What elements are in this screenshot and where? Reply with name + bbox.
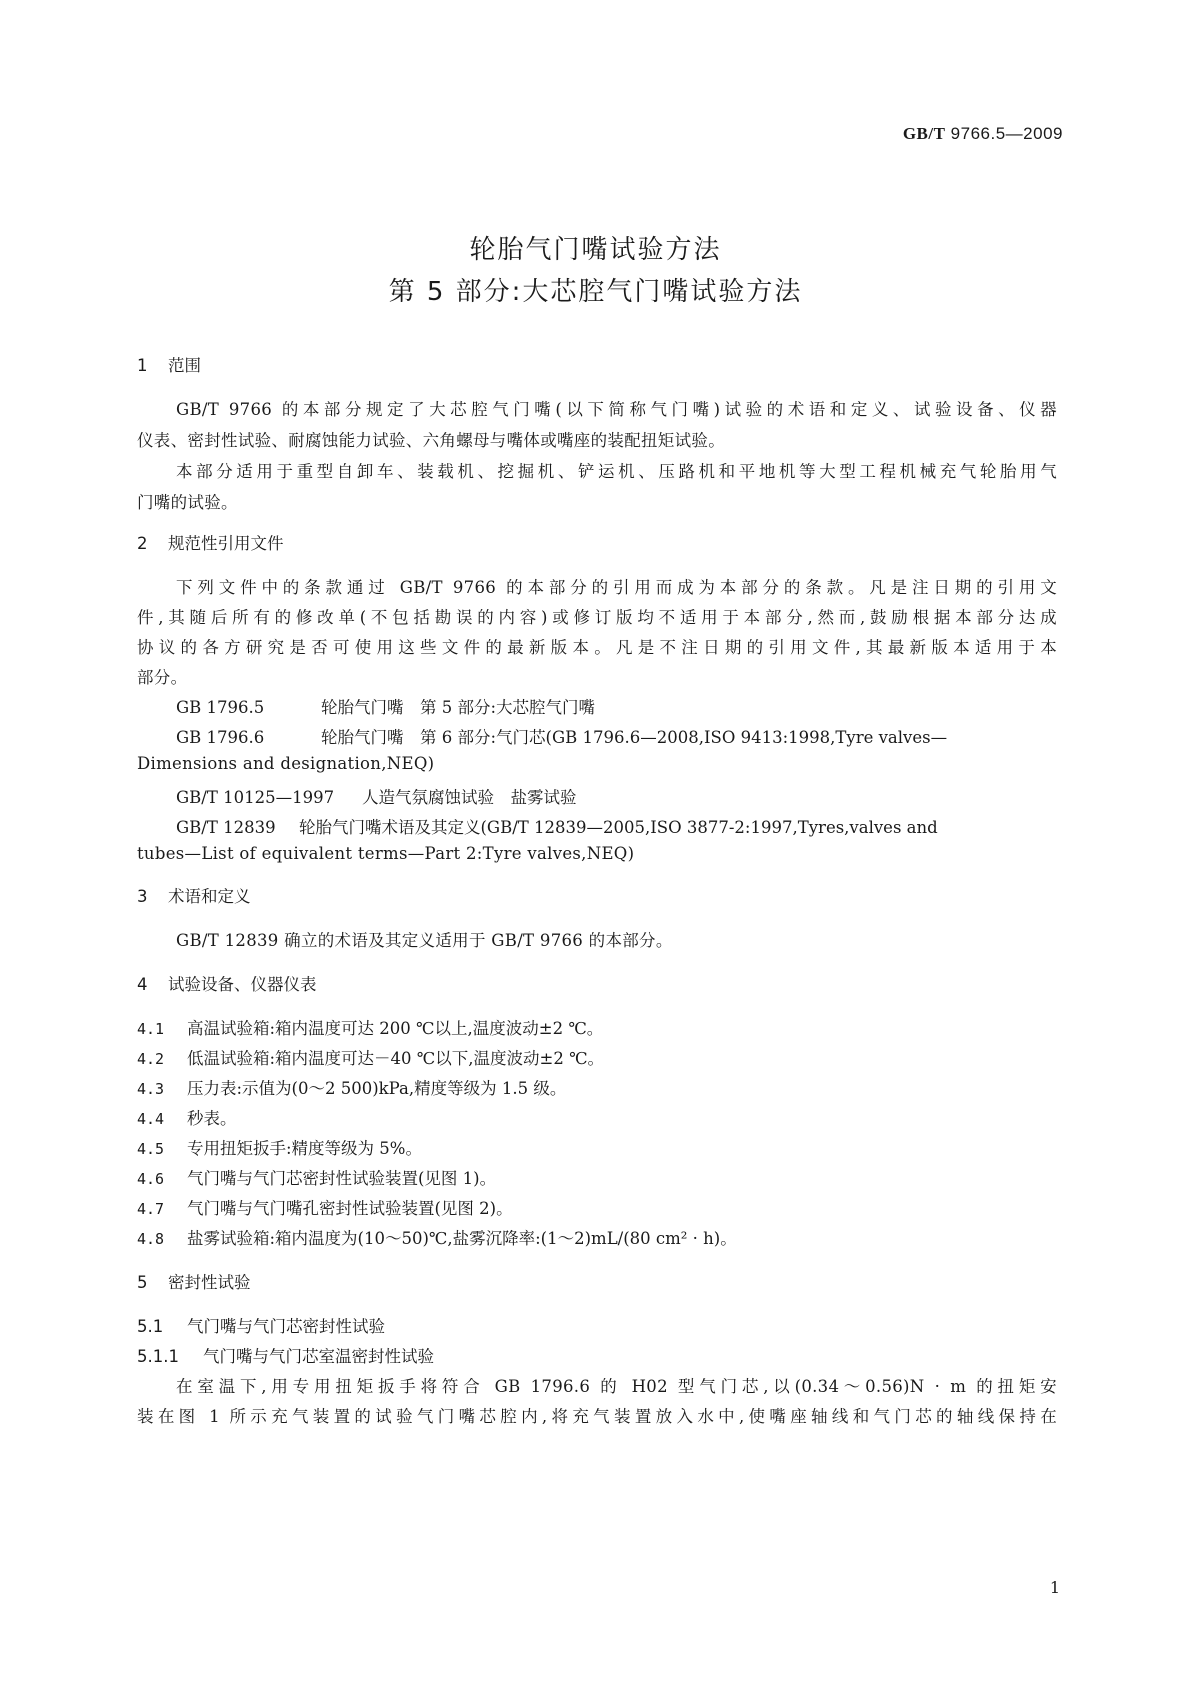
section-2-heading [137, 530, 284, 554]
clause-number: 4.2 [137, 1050, 165, 1068]
section-number: 5 [137, 1273, 148, 1292]
reference-title: 轮胎气门嘴术语及其定义(GB/T 12839—2005,ISO 3877-2:1997,Tyres,valves and [299, 818, 938, 837]
reference-gb-1796-6 [176, 724, 947, 748]
clause-text: 气门嘴与气门芯密封性试验装置(见图 1)。 [187, 1169, 497, 1188]
section-2-para-line-2: 件,其随后所有的修改单(不包括勘误的内容)或修订版均不适用于本部分,然而,鼓励根据本部分达成 [137, 608, 1057, 627]
section-4-heading [137, 971, 317, 995]
section-1-para-2-line-2: 门嘴的试验。 [137, 493, 238, 512]
clause-text: 高温试验箱:箱内温度可达 200 ℃以上,温度波动±2 ℃。 [187, 1019, 604, 1038]
section-title: 试验设备、仪器仪表 [168, 975, 317, 994]
section-1-para-1-line-1: GB/T 9766 的本部分规定了大芯腔气门嘴(以下简称气门嘴)试验的术语和定义、试验设备、仪器 [176, 400, 1057, 419]
clause-text: 压力表:示值为(0～2 500)kPa,精度等级为 1.5 级。 [187, 1079, 567, 1098]
subsection-number: 5.1.1 [137, 1347, 179, 1366]
section-1-para-1-line-2: 仪表、密封性试验、耐腐蚀能力试验、六角螺母与嘴体或嘴座的装配扭矩试验。 [137, 431, 725, 450]
section-5-para-line-2: 装在图 1 所示充气装置的试验气门嘴芯腔内,将充气装置放入水中,使嘴座轴线和气门芯的轴线保持在 [137, 1407, 1057, 1426]
standard-prefix: GB/T [902, 124, 946, 143]
section-2-para-line-3: 协议的各方研究是否可使用这些文件的最新版本。凡是不注日期的引用文件,其最新版本适用于本 [137, 638, 1057, 657]
section-number: 2 [137, 534, 148, 553]
section-number: 3 [137, 887, 148, 906]
reference-code: GB/T 10125—1997 [176, 788, 335, 807]
section-title: 规范性引用文件 [168, 534, 284, 553]
clause-4-8 [137, 1225, 737, 1249]
clause-4-7 [137, 1195, 513, 1219]
clause-text: 秒表。 [187, 1109, 237, 1128]
reference-code: GB/T 12839 [176, 818, 276, 837]
reference-code: GB 1796.6 [176, 728, 265, 747]
subsection-title: 气门嘴与气门芯密封性试验 [187, 1317, 385, 1336]
section-2-para-line-1: 下列文件中的条款通过 GB/T 9766 的本部分的引用而成为本部分的条款。凡是注日期的引用文 [176, 578, 1057, 597]
clause-4-5 [137, 1135, 422, 1159]
clause-number: 4.5 [137, 1140, 165, 1158]
section-5-para-line-1: 在室温下,用专用扭矩扳手将符合 GB 1796.6 的 H02 型气门芯,以(0.34～0.56)N · m 的扭矩安 [176, 1377, 1057, 1396]
document-subtitle: 第 5 部分:大芯腔气门嘴试验方法 [388, 277, 803, 307]
reference-title: 人造气氛腐蚀试验 盐雾试验 [362, 788, 577, 807]
subsection-number: 5.1 [137, 1317, 164, 1336]
section-title: 范围 [168, 356, 201, 375]
clause-number: 4.4 [137, 1110, 165, 1128]
clause-4-3 [137, 1075, 566, 1099]
clause-text: 低温试验箱:箱内温度可达－40 ℃以下,温度波动±2 ℃。 [187, 1049, 605, 1068]
clause-4-4 [137, 1105, 237, 1129]
reference-code: GB 1796.5 [176, 698, 265, 717]
page-number: 1 [1049, 1578, 1060, 1597]
section-3-heading [137, 883, 251, 907]
section-number: 4 [137, 975, 148, 994]
section-2-para-line-4: 部分。 [137, 668, 188, 687]
standard-number [903, 124, 1063, 144]
section-1-para-2-line-1: 本部分适用于重型自卸车、装载机、挖掘机、铲运机、压路机和平地机等大型工程机械充气轮胎用气 [176, 462, 1057, 481]
clause-4-1 [137, 1015, 603, 1039]
reference-gb-t-12839 [176, 814, 938, 838]
section-title: 密封性试验 [168, 1273, 251, 1292]
clause-text: 专用扭矩扳手:精度等级为 5%。 [187, 1139, 422, 1158]
reference-title: 轮胎气门嘴 第 6 部分:气门芯(GB 1796.6—2008,ISO 9413:1998,Tyre valves— [321, 728, 948, 747]
reference-title: 轮胎气门嘴 第 5 部分:大芯腔气门嘴 [321, 698, 596, 717]
clause-4-2 [137, 1045, 604, 1069]
reference-gb-t-10125 [176, 784, 577, 808]
section-1-heading [137, 352, 201, 376]
clause-number: 4.1 [137, 1020, 165, 1038]
clause-number: 4.3 [137, 1080, 165, 1098]
subsection-title: 气门嘴与气门芯室温密封性试验 [203, 1347, 434, 1366]
section-number: 1 [137, 356, 148, 375]
clause-number: 4.8 [137, 1230, 165, 1248]
clause-4-6 [137, 1165, 496, 1189]
section-3-para: GB/T 12839 确立的术语及其定义适用于 GB/T 9766 的本部分。 [176, 931, 673, 950]
subsection-5-1-heading [137, 1313, 385, 1337]
clause-number: 4.7 [137, 1200, 165, 1218]
section-title: 术语和定义 [168, 887, 251, 906]
section-5-heading [137, 1269, 251, 1293]
subsection-5-1-1-heading [137, 1343, 434, 1367]
clause-number: 4.6 [137, 1170, 165, 1188]
reference-gb-1796-5 [176, 694, 595, 718]
reference-gb-1796-6-continuation: Dimensions and designation,NEQ) [137, 754, 435, 773]
clause-text: 气门嘴与气门嘴孔密封性试验装置(见图 2)。 [187, 1199, 513, 1218]
standard-code: 9766.5—2009 [950, 124, 1063, 143]
reference-gb-t-12839-continuation: tubes—List of equivalent terms—Part 2:Tyre valves,NEQ) [137, 844, 635, 863]
document-title: 轮胎气门嘴试验方法 [469, 235, 722, 265]
clause-text: 盐雾试验箱:箱内温度为(10～50)℃,盐雾沉降率:(1～2)mL/(80 cm² · h)。 [187, 1229, 737, 1248]
